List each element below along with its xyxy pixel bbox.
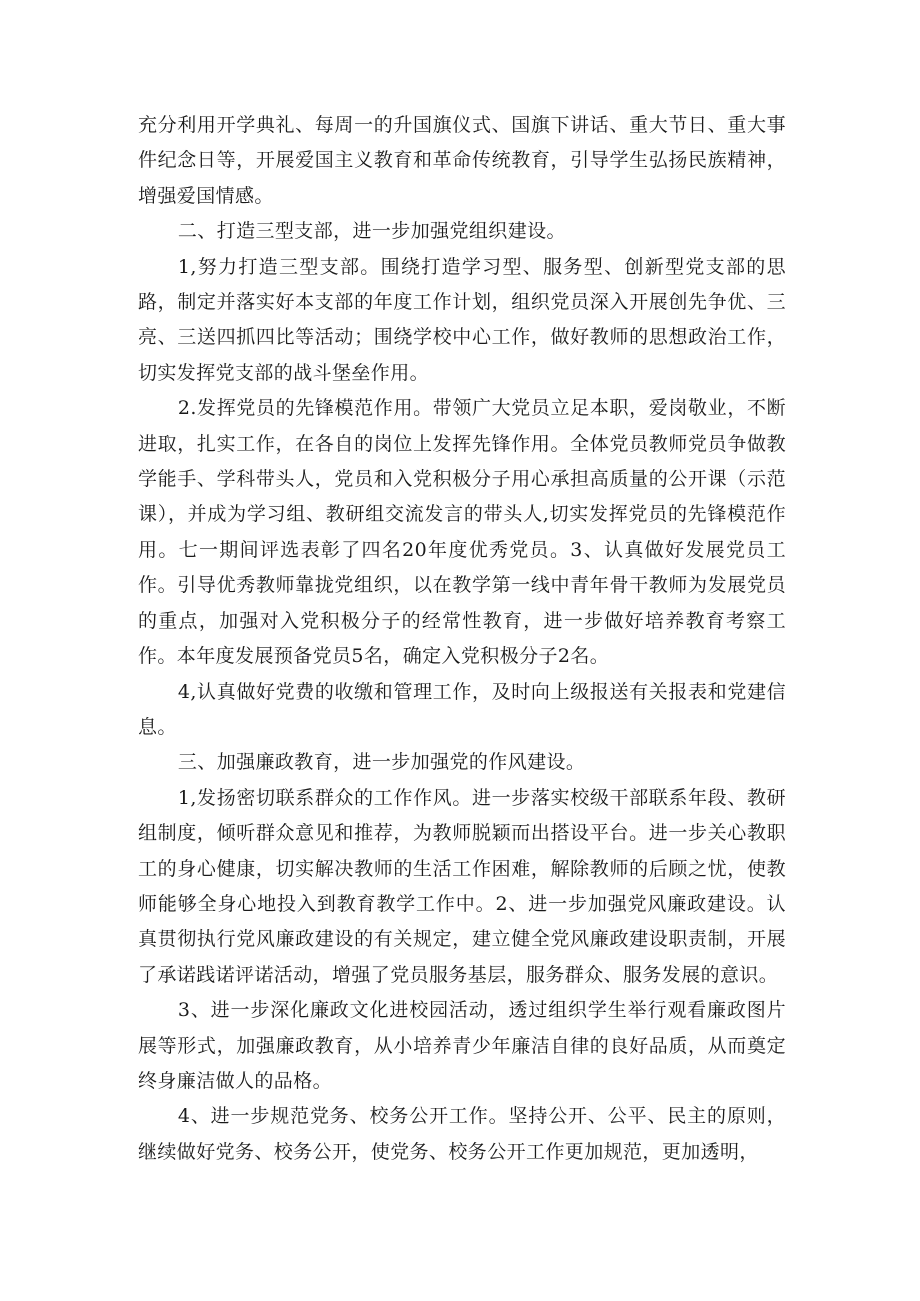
paragraph: 1,发扬密切联系群众的工作作风。进一步落实校级干部联系年段、教研组制度，倾听群众意见和推荐，为教师脱颖而出搭设平台。进一步关心教职工的身心健康，切实解决教师的生活工作困难，解除教师的后顾之忧，使教师能够全身心地投入到教育教学工作中。2、进一步加强党风廉政建设。认真贯彻执行党风廉政建设的有关规定，建立健全党风廉政建设职责制，开展了承诺践诺评诺活动，增强了党员服务基层，服务群众、服务发展的意识。	[138, 786, 786, 986]
paragraph: 充分利用开学典礼、每周一的升国旗仪式、国旗下讲话、重大节日、重大事件纪念日等，开展爱国主义教育和革命传统教育，引导学生弘扬民族精神，增强爱国情感。	[138, 114, 786, 207]
paragraph: 3、进一步深化廉政文化进校园活动，透过组织学生举行观看廉政图片展等形式，加强廉政教育，从小培养青少年廉洁自律的良好品质，从而奠定终身廉洁做人的品格。	[138, 999, 786, 1092]
paragraph: 4、进一步规范党务、校务公开工作。坚持公开、公平、民主的原则，继续做好党务、校务公开，使党务、校务公开工作更加规范，更加透明，	[138, 1105, 786, 1163]
paragraph: 1,努力打造三型支部。围绕打造学习型、服务型、创新型党支部的思路，制定并落实好本支部的年度工作计划，组织党员深入开展创先争优、三亮、三送四抓四比等活动；围绕学校中心工作，做好教师的思想政治工作，切实发挥党支部的战斗堡垒作用。	[138, 255, 786, 384]
document-body	[138, 108, 786, 1170]
paragraph: 2.发挥党员的先锋模范作用。带领广大党员立足本职，爱岗敬业，不断进取，扎实工作，在各自的岗位上发挥先锋作用。全体党员教师党员争做教学能手、学科带头人，党员和入党积极分子用心承担高质量的公开课（示范课），并成为学习组、教研组交流发言的带头人,切实发挥党员的先锋模范作用。七一期间评选表彰了四名20年度优秀党员。3、认真做好发展党员工作。引导优秀教师靠拢党组织，以在教学第一线中青年骨干教师为发展党员的重点，加强对入党积极分子的经常性教育，进一步做好培养教育考察工作。本年度发展预备党员5名，确定入党积极分子2名。	[138, 397, 786, 668]
section-heading: 三、加强廉政教育，进一步加强党的作风建设。	[177, 751, 586, 774]
section-heading: 二、打造三型支部，进一步加强党组织建设。	[177, 220, 566, 243]
paragraph: 4,认真做好党费的收缴和管理工作，及时向上级报送有关报表和党建信息。	[138, 680, 786, 738]
